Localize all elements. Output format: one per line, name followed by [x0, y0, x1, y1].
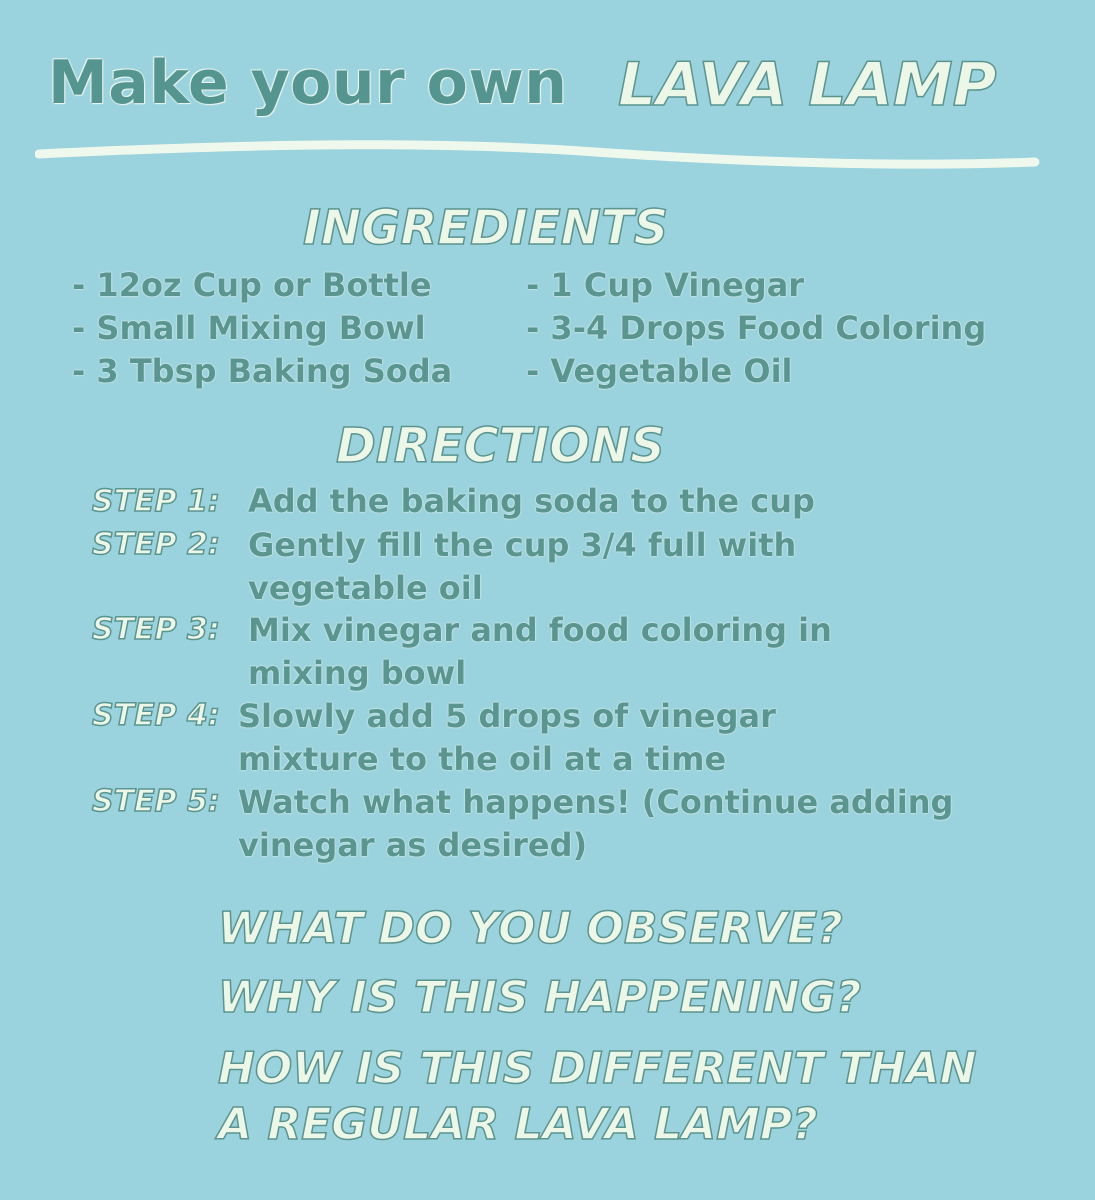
ingredient-item: - 12oz Cup or Bottle [72, 266, 432, 304]
step-text-continued: mixing bowl [248, 654, 467, 692]
step-text-continued: vinegar as desired) [238, 826, 588, 864]
question-different-continued: A REGULAR LAVA LAMP? [218, 1099, 818, 1150]
ingredient-item: - Vegetable Oil [526, 352, 793, 390]
ingredient-item: - 3 Tbsp Baking Soda [72, 352, 453, 390]
step-label: STEP 4: [92, 698, 220, 733]
step-label: STEP 2: [92, 527, 220, 562]
step-text-continued: vegetable oil [248, 569, 483, 607]
title-underline [35, 138, 1045, 178]
question-different: HOW IS THIS DIFFERENT THAN [218, 1043, 977, 1094]
title-accent: LAVA LAMP [618, 50, 997, 120]
question-why: WHY IS THIS HAPPENING? [218, 972, 862, 1023]
ingredient-item: - Small Mixing Bowl [72, 309, 426, 347]
ingredients-list-right [526, 264, 986, 393]
step-text-continued: mixture to the oil at a time [238, 740, 727, 778]
step-text: Mix vinegar and food coloring in [248, 611, 832, 649]
step-label: STEP 3: [92, 612, 220, 647]
step-label: STEP 1: [92, 484, 220, 519]
step-text: Watch what happens! (Continue adding [238, 783, 954, 821]
question-observe: WHAT DO YOU OBSERVE? [218, 903, 843, 954]
ingredients-list-left [72, 264, 452, 393]
step-text: Gently fill the cup 3/4 full with [248, 526, 797, 564]
title-plain: Make your own [48, 48, 568, 118]
directions-heading: DIRECTIONS [336, 418, 665, 474]
step-text: Slowly add 5 drops of vinegar [238, 697, 776, 735]
step-text: Add the baking soda to the cup [248, 482, 815, 520]
ingredients-heading: INGREDIENTS [303, 200, 669, 256]
ingredient-item: - 3-4 Drops Food Coloring [526, 309, 987, 347]
step-label: STEP 5: [92, 784, 220, 819]
ingredient-item: - 1 Cup Vinegar [526, 266, 805, 304]
